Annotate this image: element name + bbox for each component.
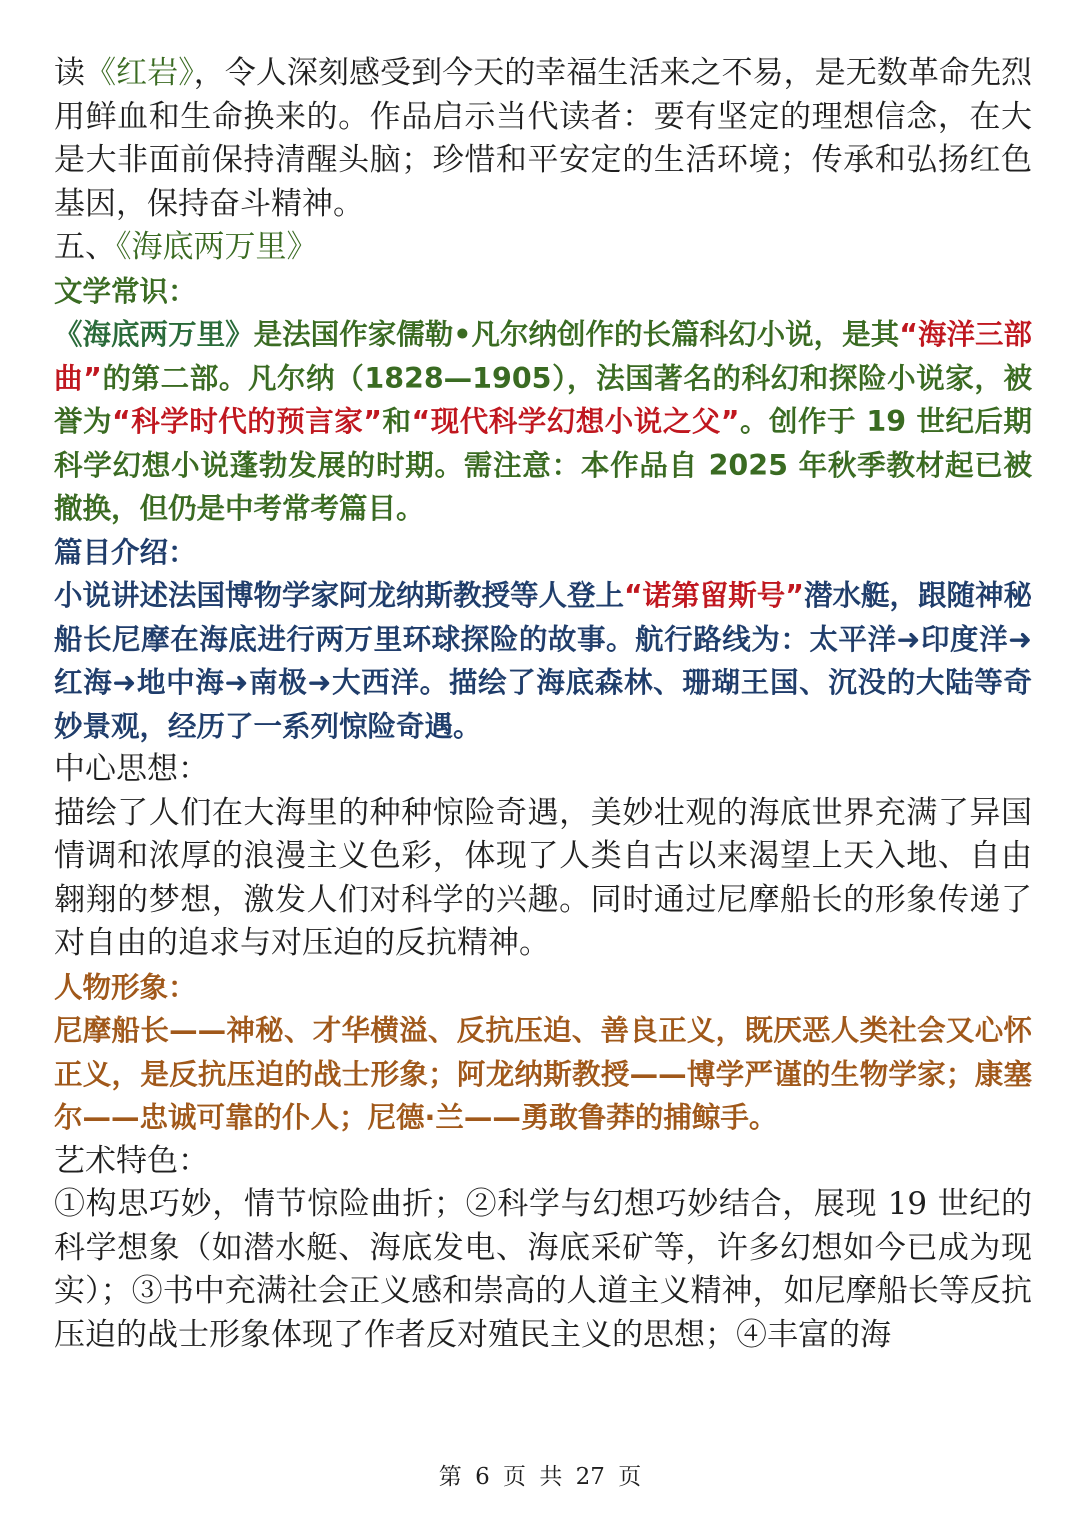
highlight-trilogy: “海洋三部曲” <box>54 318 1032 395</box>
intro-paragraph <box>54 52 1032 226</box>
chapters-label: 篇目介绍： <box>54 535 197 569</box>
chapters-text-a: 小说讲述法国博物学家阿龙纳斯教授等人登上 <box>54 579 625 612</box>
intro-text-start: 读 <box>54 55 86 91</box>
literary-text-c: 和 <box>381 405 412 438</box>
section-number: 五、 <box>54 229 116 265</box>
page-number-footer: 第 6 页 共 27 页 <box>438 1464 642 1490</box>
highlight-prophet: “科学时代的预言家” <box>112 405 382 438</box>
highlight-nautilus: “诺第留斯号” <box>624 579 804 612</box>
art-paragraph: ①构思巧妙，情节惊险曲折；②科学与幻想巧妙结合，展现 19 世纪的科学想象（如潜水艇、海底发电、海底采矿等，许多幻想如今已成为现实）；③书中充满社会正义感和崇高的人道主义精神，如尼摩船长等反抗压迫的战士形象体现了作者反对殖民主义的思想；④丰富的海 <box>54 1186 1032 1353</box>
literary-text-a: 是法国作家儒勒•凡尔纳创作的长篇科幻小说，是其 <box>253 318 900 351</box>
chapters-text-b: 潜水艇，跟随神秘船长尼摩在海底进行两万里环球探险的故事。航行路线为：太平洋➜印度洋➜红海➜地中海➜南极➜大西洋。描绘了海底森林、珊瑚王国、沉没的大陆等奇妙景观，经历了一系列惊险奇遇。 <box>54 579 1032 743</box>
literary-text-d: 。创作于 19 世纪后期科学幻想小说蓬勃发展的时期。需注意：本作品自 2025 年秋季教材起已被撤换，但仍是中考常考篇目。 <box>54 405 1032 525</box>
art-label: 艺术特色： <box>54 1142 209 1179</box>
chapters-paragraph <box>54 574 1032 748</box>
theme-label: 中心思想： <box>54 751 209 787</box>
characters-label: 人物形象： <box>54 970 197 1004</box>
literary-text-b: 的第二部。凡尔纳（1828—1905），法国著名的科幻和探险小说家，被誉为 <box>54 361 1032 438</box>
section-book-title: 《海底两万里》 <box>116 229 318 265</box>
theme-paragraph: 描绘了人们在大海里的种种惊险奇遇，美妙壮观的海底世界充满了异国情调和浓厚的浪漫主义色彩，体现了人类自古以来渴望上天入地、自由翱翔的梦想，激发人们对科学的兴趣。同时通过尼摩船长的形象传递了对自由的追求与对压迫的反抗精神。 <box>54 794 1032 961</box>
book-title-hongyan: 《红岩》 <box>85 55 194 91</box>
intro-text-body: ，令人深刻感受到今天的幸福生活来之不易，是无数革命先烈用鲜血和生命换来的。作品启示当代读者：要有坚定的理想信念，在大是大非面前保持清醒头脑；珍惜和平安定的生活环境；传承和弘扬红色基因，保持奋斗精神。 <box>54 55 1033 222</box>
characters-paragraph: 尼摩船长——神秘、才华横溢、反抗压迫、善良正义，既厌恶人类社会又心怀正义，是反抗压迫的战士形象；阿龙纳斯教授——博学严谨的生物学家；康塞尔——忠诚可靠的仆人；尼德·兰——勇敢鲁莽的捕鲸手。 <box>54 1014 1032 1134</box>
literary-knowledge-label: 文学常识： <box>54 274 197 308</box>
section-heading <box>54 226 1032 270</box>
literary-knowledge-paragraph <box>54 313 1032 531</box>
highlight-father: “现代科学幻想小说之父” <box>411 405 740 438</box>
document-page <box>54 52 1032 1357</box>
literary-book-title: 《海底两万里》 <box>54 318 254 351</box>
